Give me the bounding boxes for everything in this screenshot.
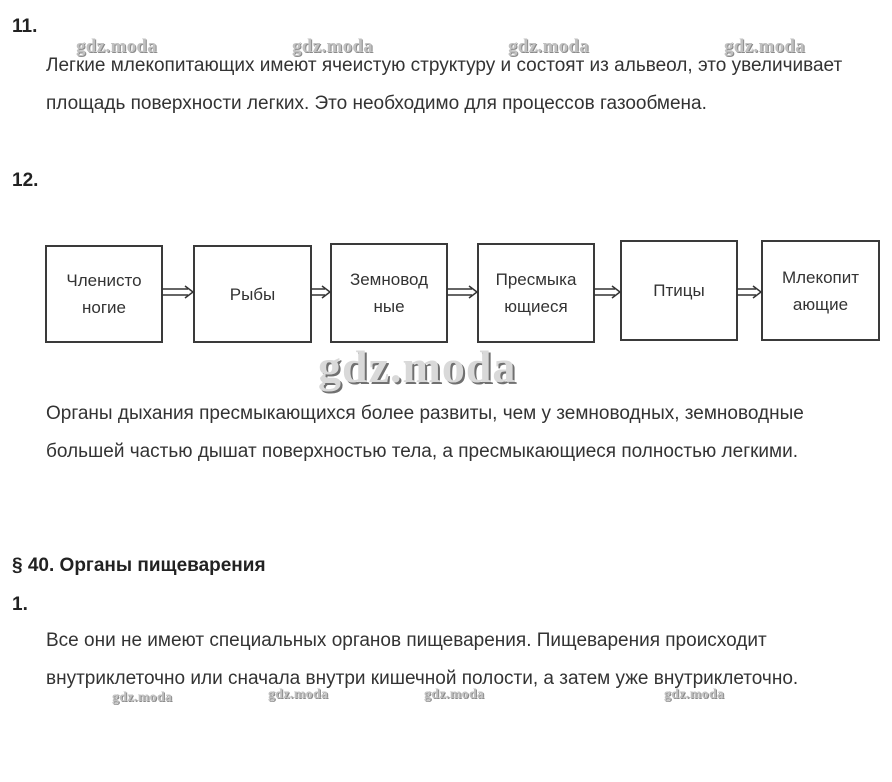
section-heading: § 40. Органы пищеварения xyxy=(12,555,266,576)
watermark: gdz.moda xyxy=(76,36,158,57)
flow-box-fish: Рыбы xyxy=(193,245,312,343)
watermark: gdz.moda xyxy=(664,687,725,702)
watermark: gdz.moda xyxy=(508,36,590,57)
double-arrow-icon xyxy=(447,285,480,299)
watermark: gdz.moda xyxy=(112,690,173,705)
answer-11-text: Легкие млекопитающих имеют ячеистую структуру и состоят из альвеол, это увеличивает площадь поверхности легких. Это необходимо для процессов газообмена. xyxy=(46,55,843,114)
double-arrow-icon xyxy=(737,285,764,299)
flow-box-arthropods: Членисто ногие xyxy=(45,245,163,343)
double-arrow-icon xyxy=(594,285,623,299)
answer-12-text: Органы дыхания пресмыкающихся более развиты, чем у земноводных, земноводные большей частью дышат поверхностью тела, а пресмыкающиеся полностью легкими. xyxy=(46,403,804,462)
watermark: gdz.moda xyxy=(268,687,329,702)
question-number-12: 12. xyxy=(12,170,39,191)
question-number-11: 11. xyxy=(12,16,38,37)
flow-box-reptiles: Пресмыка ющиеся xyxy=(477,243,595,343)
watermark: gdz.moda xyxy=(292,36,374,57)
double-arrow-icon xyxy=(162,285,196,299)
watermark: gdz.moda xyxy=(318,341,517,392)
question-number-1: 1. xyxy=(12,594,28,615)
flow-box-amphibians: Земновод ные xyxy=(330,243,448,343)
answer-1-text: Все они не имеют специальных органов пищеварения. Пищеварения происходит внутриклеточно или сначала внутри кишечной полости, а затем уже внутриклеточно. xyxy=(46,630,799,689)
double-arrow-icon xyxy=(311,285,333,299)
flow-box-mammals: Млекопит ающие xyxy=(761,240,880,341)
watermark: gdz.moda xyxy=(724,36,806,57)
watermark: gdz.moda xyxy=(424,687,485,702)
flow-box-birds: Птицы xyxy=(620,240,738,341)
